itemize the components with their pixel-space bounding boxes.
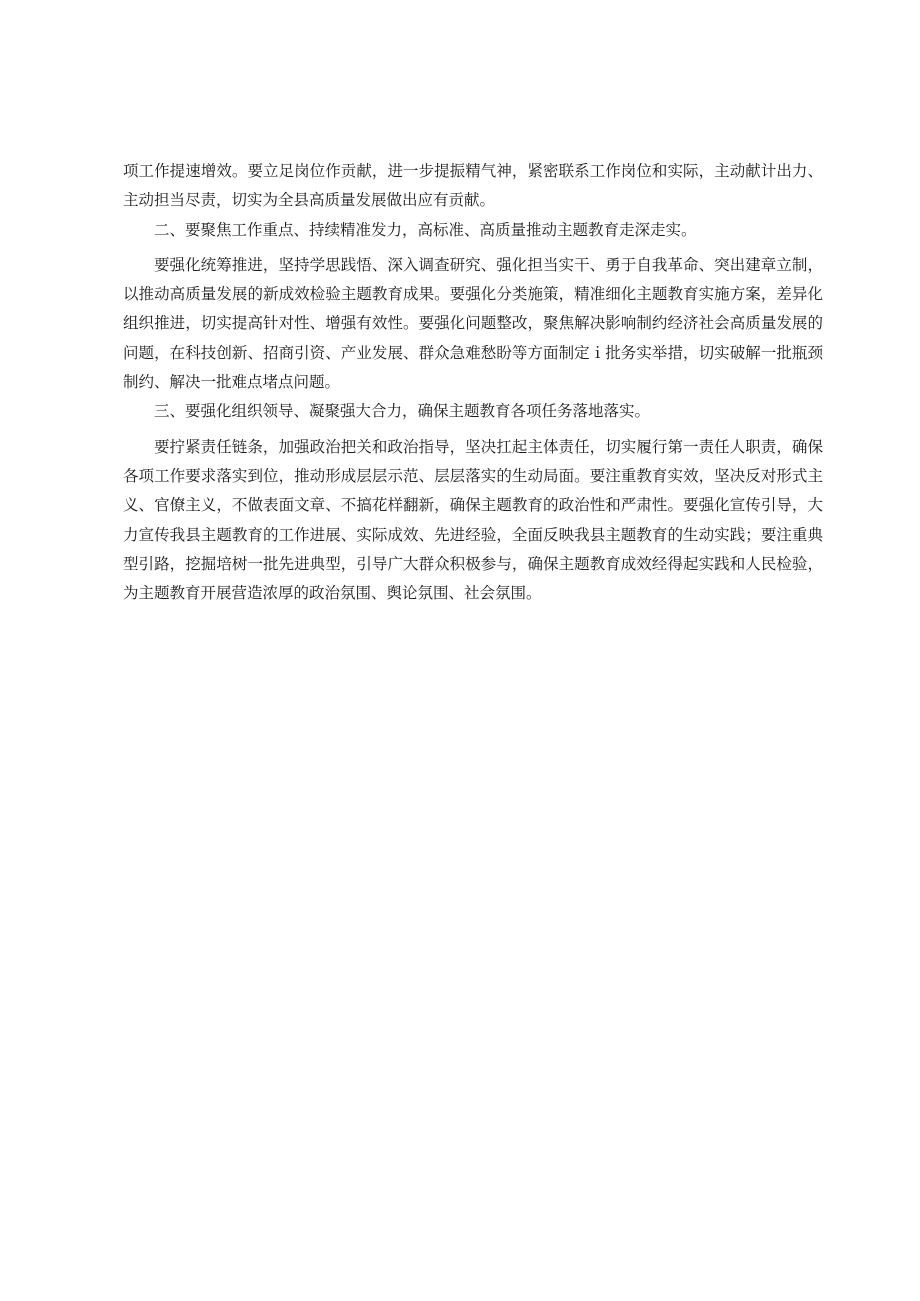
- paragraph-section-2: 要强化统筹推进，坚持学思践悟、深入调查研究、强化担当实干、勇于自我革命、突出建章立制，以推动高质量发展的新成效检验主题教育成果。要强化分类施策，精准细化主题教育实施方案，差异化组织推进，切实提高针对性、增强有效性。要强化问题整改，聚焦解决影响制约经济社会高质量发展的问题，在科技创新、招商引资、产业发展、群众急难愁盼等方面制定ｉ批务实举措，切实破解一批瓶颈制约、解决一批难点堵点问题。: [123, 255, 823, 392]
- section-heading-3: 三、要强化组织领导、凝聚强大合力，确保主题教育各项任务落地落实。: [154, 402, 651, 421]
- paragraph-section-3: 要拧紧责任链条，加强政治把关和政治指导，坚决扛起主体责任，切实履行第一责任人职责，确保各项工作要求落实到位，推动形成层层示范、层层落实的生动局面。要注重教育实效，坚决反对形式主义、官僚主义，不做表面文章、不搞花样翻新，确保主题教育的政治性和严肃性。要强化宣传引导，大力宣传我县主题教育的工作进展、实际成效、先进经验，全面反映我县主题教育的生动实践；要注重典型引路，挖掘培树一批先进典型，引导广大群众积极参与，确保主题教育成效经得起实践和人民检验，为主题教育开展营造浓厚的政治氛围、舆论氛围、社会氛围。: [123, 437, 823, 603]
- document-body: [123, 157, 823, 608]
- paragraph-continuation: 项工作提速增效。要立足岗位作贡献，进一步提振精气神，紧密联系工作岗位和实际，主动献计出力、主动担当尽责，切实为全县高质量发展做出应有贡献。: [123, 162, 823, 210]
- section-heading-2: 二、要聚焦工作重点、持续精准发力，高标准、高质量推动主题教育走深走实。: [154, 220, 697, 239]
